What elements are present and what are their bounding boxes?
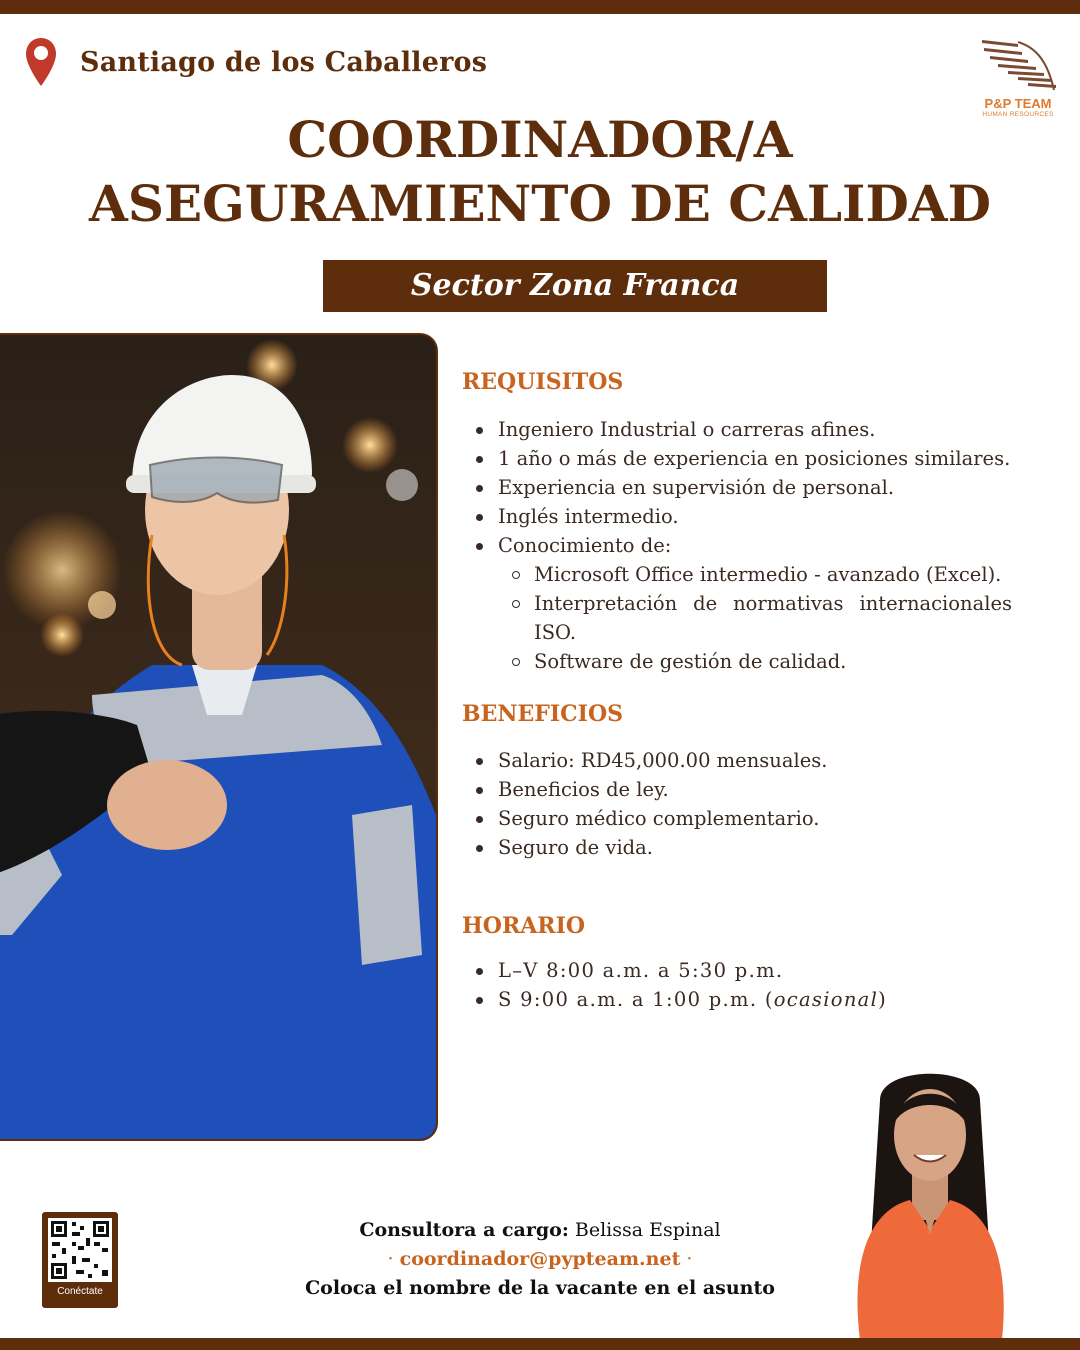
worker-illustration — [0, 335, 436, 1139]
qr-pattern-icon — [48, 1218, 112, 1282]
job-details — [462, 366, 1012, 1014]
bottom-border-bar — [0, 1338, 1080, 1350]
consultant-name: Belissa Espinal — [568, 1219, 721, 1241]
email-line — [300, 1245, 780, 1274]
conocimiento-sublist — [462, 560, 1012, 676]
qr-code[interactable] — [42, 1212, 118, 1308]
list-item: Seguro de vida. — [462, 833, 1012, 862]
list-item: Inglés intermedio. — [462, 502, 1012, 531]
list-item: Experiencia en supervisión de personal. — [462, 473, 1012, 502]
subject-note: Coloca el nombre de la vacante en el asunto — [305, 1277, 775, 1299]
list-item: Ingeniero Industrial o carreras afines. — [462, 415, 1012, 444]
staircase-logo-icon — [978, 36, 1058, 94]
list-item: Interpretación de normativas internacionales ISO. — [462, 589, 1012, 647]
qr-caption: Conéctate — [57, 1286, 103, 1297]
job-title — [0, 108, 1080, 236]
horario-heading: HORARIO — [462, 913, 586, 939]
horario-list — [462, 956, 1012, 1014]
consultant-illustration — [840, 1060, 1020, 1340]
list-item: Beneficios de ley. — [462, 775, 1012, 804]
list-item — [462, 985, 1012, 1014]
location — [24, 36, 487, 88]
list-item: Conocimiento de: — [462, 531, 1012, 560]
qr-code-image — [48, 1218, 112, 1282]
list-item: Software de gestión de calidad. — [462, 647, 1012, 676]
logo-subtitle: HUMAN RESOURCES — [982, 111, 1054, 118]
list-item: Microsoft Office intermedio - avanzado (Excel). — [462, 560, 1012, 589]
horario-paren: ) — [878, 988, 888, 1011]
sector-banner: Sector Zona Franca — [323, 260, 827, 312]
list-item: 1 año o más de experiencia en posiciones similares. — [462, 444, 1012, 473]
top-border-bar — [0, 0, 1080, 14]
location-text: Santiago de los Caballeros — [80, 46, 488, 78]
contact-info — [300, 1216, 780, 1303]
consultant-label: Consultora a cargo: — [359, 1219, 569, 1241]
horario-occasional: ocasional — [773, 988, 879, 1011]
consultant-photo — [840, 1060, 1020, 1340]
list-item: Salario: RD45,000.00 mensuales. — [462, 746, 1012, 775]
email-link[interactable]: coordinador@pypteam.net — [399, 1248, 681, 1270]
requisitos-list — [462, 415, 1012, 560]
job-title-line-2: ASEGURAMIENTO DE CALIDAD — [89, 174, 991, 233]
dot-left: · — [387, 1248, 400, 1270]
requisitos-heading: REQUISITOS — [462, 369, 624, 395]
consultant-line — [300, 1216, 780, 1245]
worker-photo — [0, 333, 438, 1141]
beneficios-heading: BENEFICIOS — [462, 701, 624, 727]
logo-name: P&P TEAM — [984, 96, 1052, 111]
dot-right: · — [680, 1248, 693, 1270]
list-item: L–V 8:00 a.m. a 5:30 p.m. — [462, 956, 1012, 985]
job-title-line-1: COORDINADOR/A — [287, 110, 793, 169]
beneficios-list — [462, 746, 1012, 862]
map-pin-icon — [24, 36, 58, 88]
horario-saturday: S 9:00 a.m. a 1:00 p.m. ( — [498, 988, 774, 1011]
list-item: Seguro médico complementario. — [462, 804, 1012, 833]
